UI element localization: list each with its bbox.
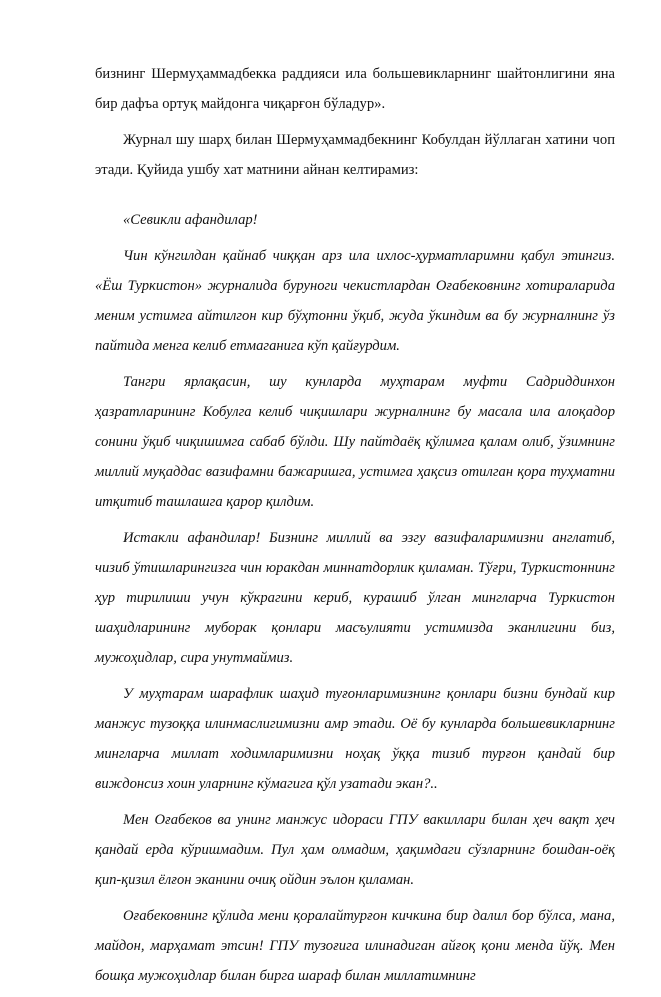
paragraph-journal-note: Журнал шу шарҳ билан Шермуҳаммадбекнинг Кобулдан йўллаган хатини чоп этади. Қуйида ушбу хат матнини айнан келтирамиз: <box>95 132 615 178</box>
letter-paragraph: У муҳтарам шарафлик шаҳид туғонларимизнинг қонлари бизни бундай кир манжус тузоққа илинмаслигимизни амр этади. Оё бу кунларда большевикларнинг мингларча миллат ходимларимизни ноҳақ ўққа тизиб турғон қандай бир виждонсиз хоин уларнинг кўмагига қўл узатади экан?.. <box>95 686 615 792</box>
letter-paragraph: Оғабековнинг қўлида мени қоралайтурғон кичкина бир далил бор бўлса, мана, майдон, марҳамат этсин! ГПУ тузоғига илинадиган айғоқ қони менда йўқ. Мен бошқа мужоҳидлар билан бирга шараф билан миллатимнинг <box>95 908 615 984</box>
letter-paragraph: Мен Оғабеков ва унинг манжус идораси ГПУ вакиллари билан ҳеч вақт ҳеч қандай ерда кўришмадим. Пул ҳам олмадим, ҳақимдаги сўзларнинг бошдан-оёқ қип-қизил ёлғон эканини очиқ ойдин эълон қиламан. <box>95 812 615 888</box>
letter-paragraph: Тангри ярлақасин, шу кунларда муҳтарам муфти Садриддинхон ҳазратларининг Кобулга келиб чиқишлари журналнинг бу масала ила алоқадор сонини ўқиб чиқишимга сабаб бўлди. Шу пайтдаёқ қўлимга қалам олиб, ўзимнинг миллий муқаддас вазифамни бажаришга, устимга ҳақсиз отилган қора туҳматни итқитиб ташлашга қарор қилдим. <box>95 374 615 510</box>
paragraph-intro-continuation: бизнинг Шермуҳаммадбекка раддияси ила большевикларнинг шайтонлигини яна бир дафъа ортуқ майдонга чиқарғон бўладур». <box>95 66 615 112</box>
letter-paragraph: Чин кўнгилдан қайнаб чиққан арз ила ихлос-ҳурматларимни қабул этингиз. «Ёш Туркистон» журналида буруноги чекистлардан Оғабековнинг хотираларида меним устимга айтилгон кир бўҳтонни ўқиб, жуда ўкиндим ва бу журналнинг ўз пайтида менга келиб етмаганига кўп қайғурдим. <box>95 248 615 354</box>
document-page <box>95 59 615 997</box>
letter-salutation: «Севикли афандилар! <box>123 212 258 228</box>
letter-paragraph: Истакли афандилар! Бизнинг миллий ва эзгу вазифаларимизни англатиб, чизиб ўтишларингизга чин юракдан миннатдорлик қиламан. Тўғри, Туркистоннинг ҳур тирилиши учун кўкрагини кериб, курашиб ўлган мингларча Туркистон шаҳидларининг муборак қонлари масъулияти устимизда эканлигини биз, мужоҳидлар, сира унутмаймиз. <box>95 530 615 666</box>
spacer <box>95 191 615 205</box>
